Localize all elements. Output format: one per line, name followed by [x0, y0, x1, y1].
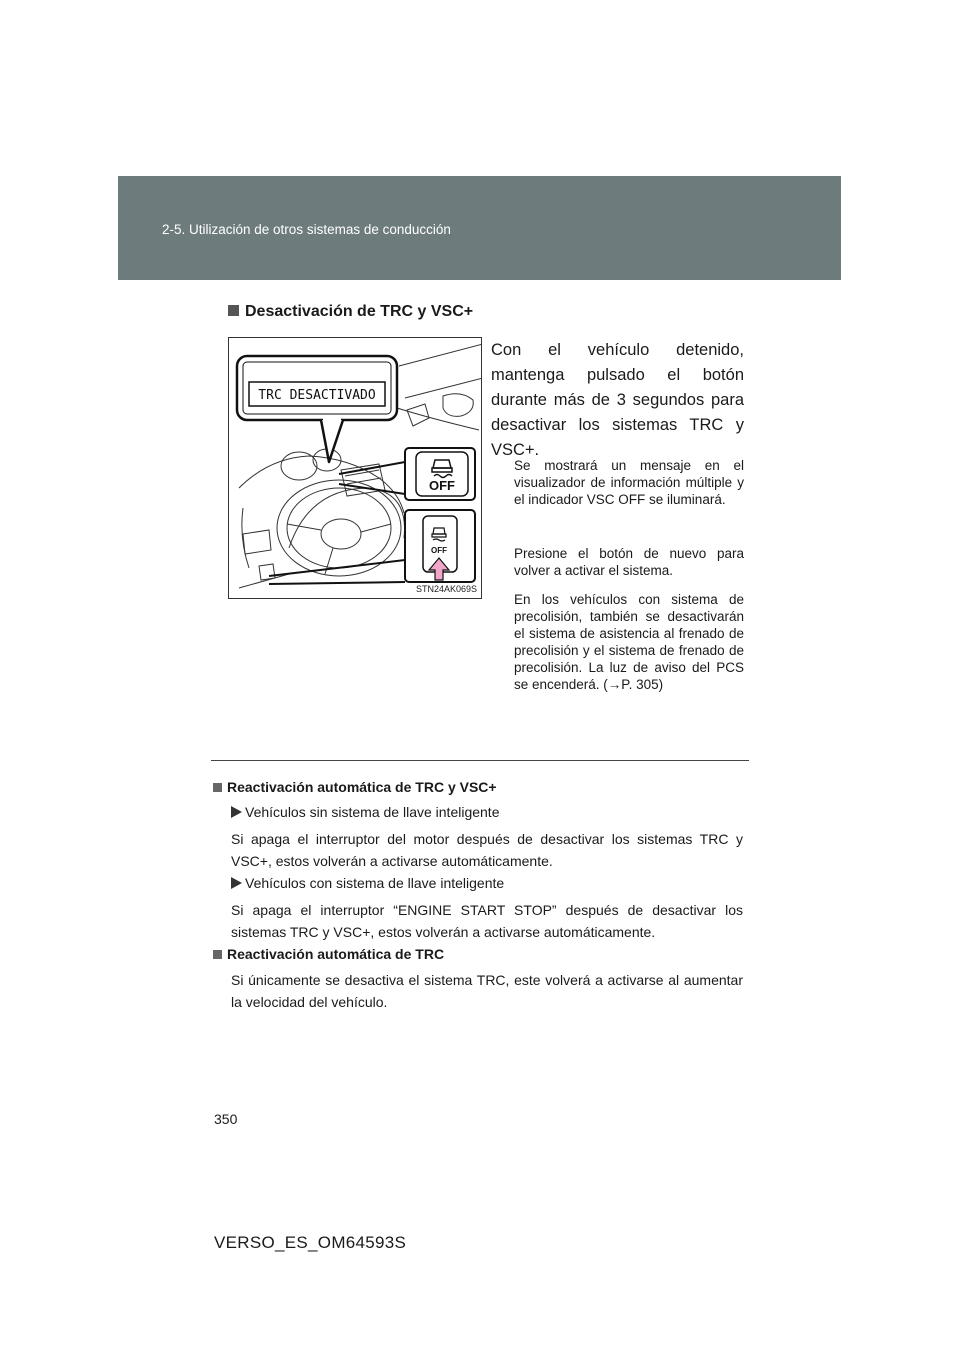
note-heading-2: [213, 946, 444, 962]
document-code: VERSO_ES_OM64593S: [214, 1233, 407, 1252]
display-message: TRC DESACTIVADO: [258, 388, 376, 403]
note-text-3: Si únicamente se desactiva el sistema TRC, este volverá a activarse al aumentar la velocidad del vehículo.: [231, 972, 743, 1010]
note-bullet-2: [231, 875, 504, 891]
note-heading-1: [213, 779, 497, 795]
sub-paragraph-3: En los vehículos con sistema de precolisión, también se desactivarán el sistema de asistencia al frenado de precolisión y el sistema de frenado de precolisión. La luz de aviso del PCS se encenderá. (→P. 305): [514, 592, 744, 692]
figure-code: STN24AK069S: [415, 584, 477, 594]
note-text-1: Si apaga el interruptor del motor después de desactivar los sistemas TRC y VSC+, estos volverán a activarse automáticamente.: [231, 831, 743, 869]
note-bullet-1-text: Vehículos sin sistema de llave inteligente: [245, 804, 500, 820]
note-bullet-2-text: Vehículos con sistema de llave inteligente: [245, 875, 505, 891]
dashboard-illustration: [228, 337, 482, 599]
page-number: 350: [214, 1111, 238, 1127]
note-heading-2-text: Reactivación automática de TRC: [227, 946, 445, 962]
square-bullet-icon: [228, 305, 239, 316]
button-off-label: OFF: [429, 478, 455, 493]
dashboard-drawing: [229, 338, 482, 599]
chapter-header: [118, 176, 841, 280]
main-instruction: Con el vehículo detenido, mantenga pulsado el botón durante más de 3 segundos para desactivar los sistemas TRC y VSC+.: [491, 341, 744, 459]
divider: [211, 760, 749, 761]
square-bullet-icon: [213, 950, 222, 959]
note-heading-1-text: Reactivación automática de TRC y VSC+: [227, 779, 497, 795]
square-bullet-icon: [213, 783, 222, 792]
triangle-bullet-icon: [231, 806, 242, 818]
small-off-label: OFF: [431, 546, 447, 555]
sub-paragraph-1: Se mostrará un mensaje en el visualizador de información múltiple y el indicador VSC OFF se iluminará.: [514, 458, 744, 507]
note-bullet-1: [231, 804, 499, 820]
note-text-2: Si apaga el interruptor “ENGINE START STOP” después de desactivar los sistemas TRC y VSC+, estos volverán a activarse automáticamente.: [231, 902, 743, 940]
triangle-bullet-icon: [231, 877, 242, 889]
chapter-title: 2-5. Utilización de otros sistemas de conducción: [162, 222, 451, 237]
section-title: [228, 303, 473, 321]
section-title-text: Desactivación de TRC y VSC+: [245, 303, 474, 320]
sub-paragraph-2: Presione el botón de nuevo para volver a activar el sistema.: [514, 546, 744, 578]
